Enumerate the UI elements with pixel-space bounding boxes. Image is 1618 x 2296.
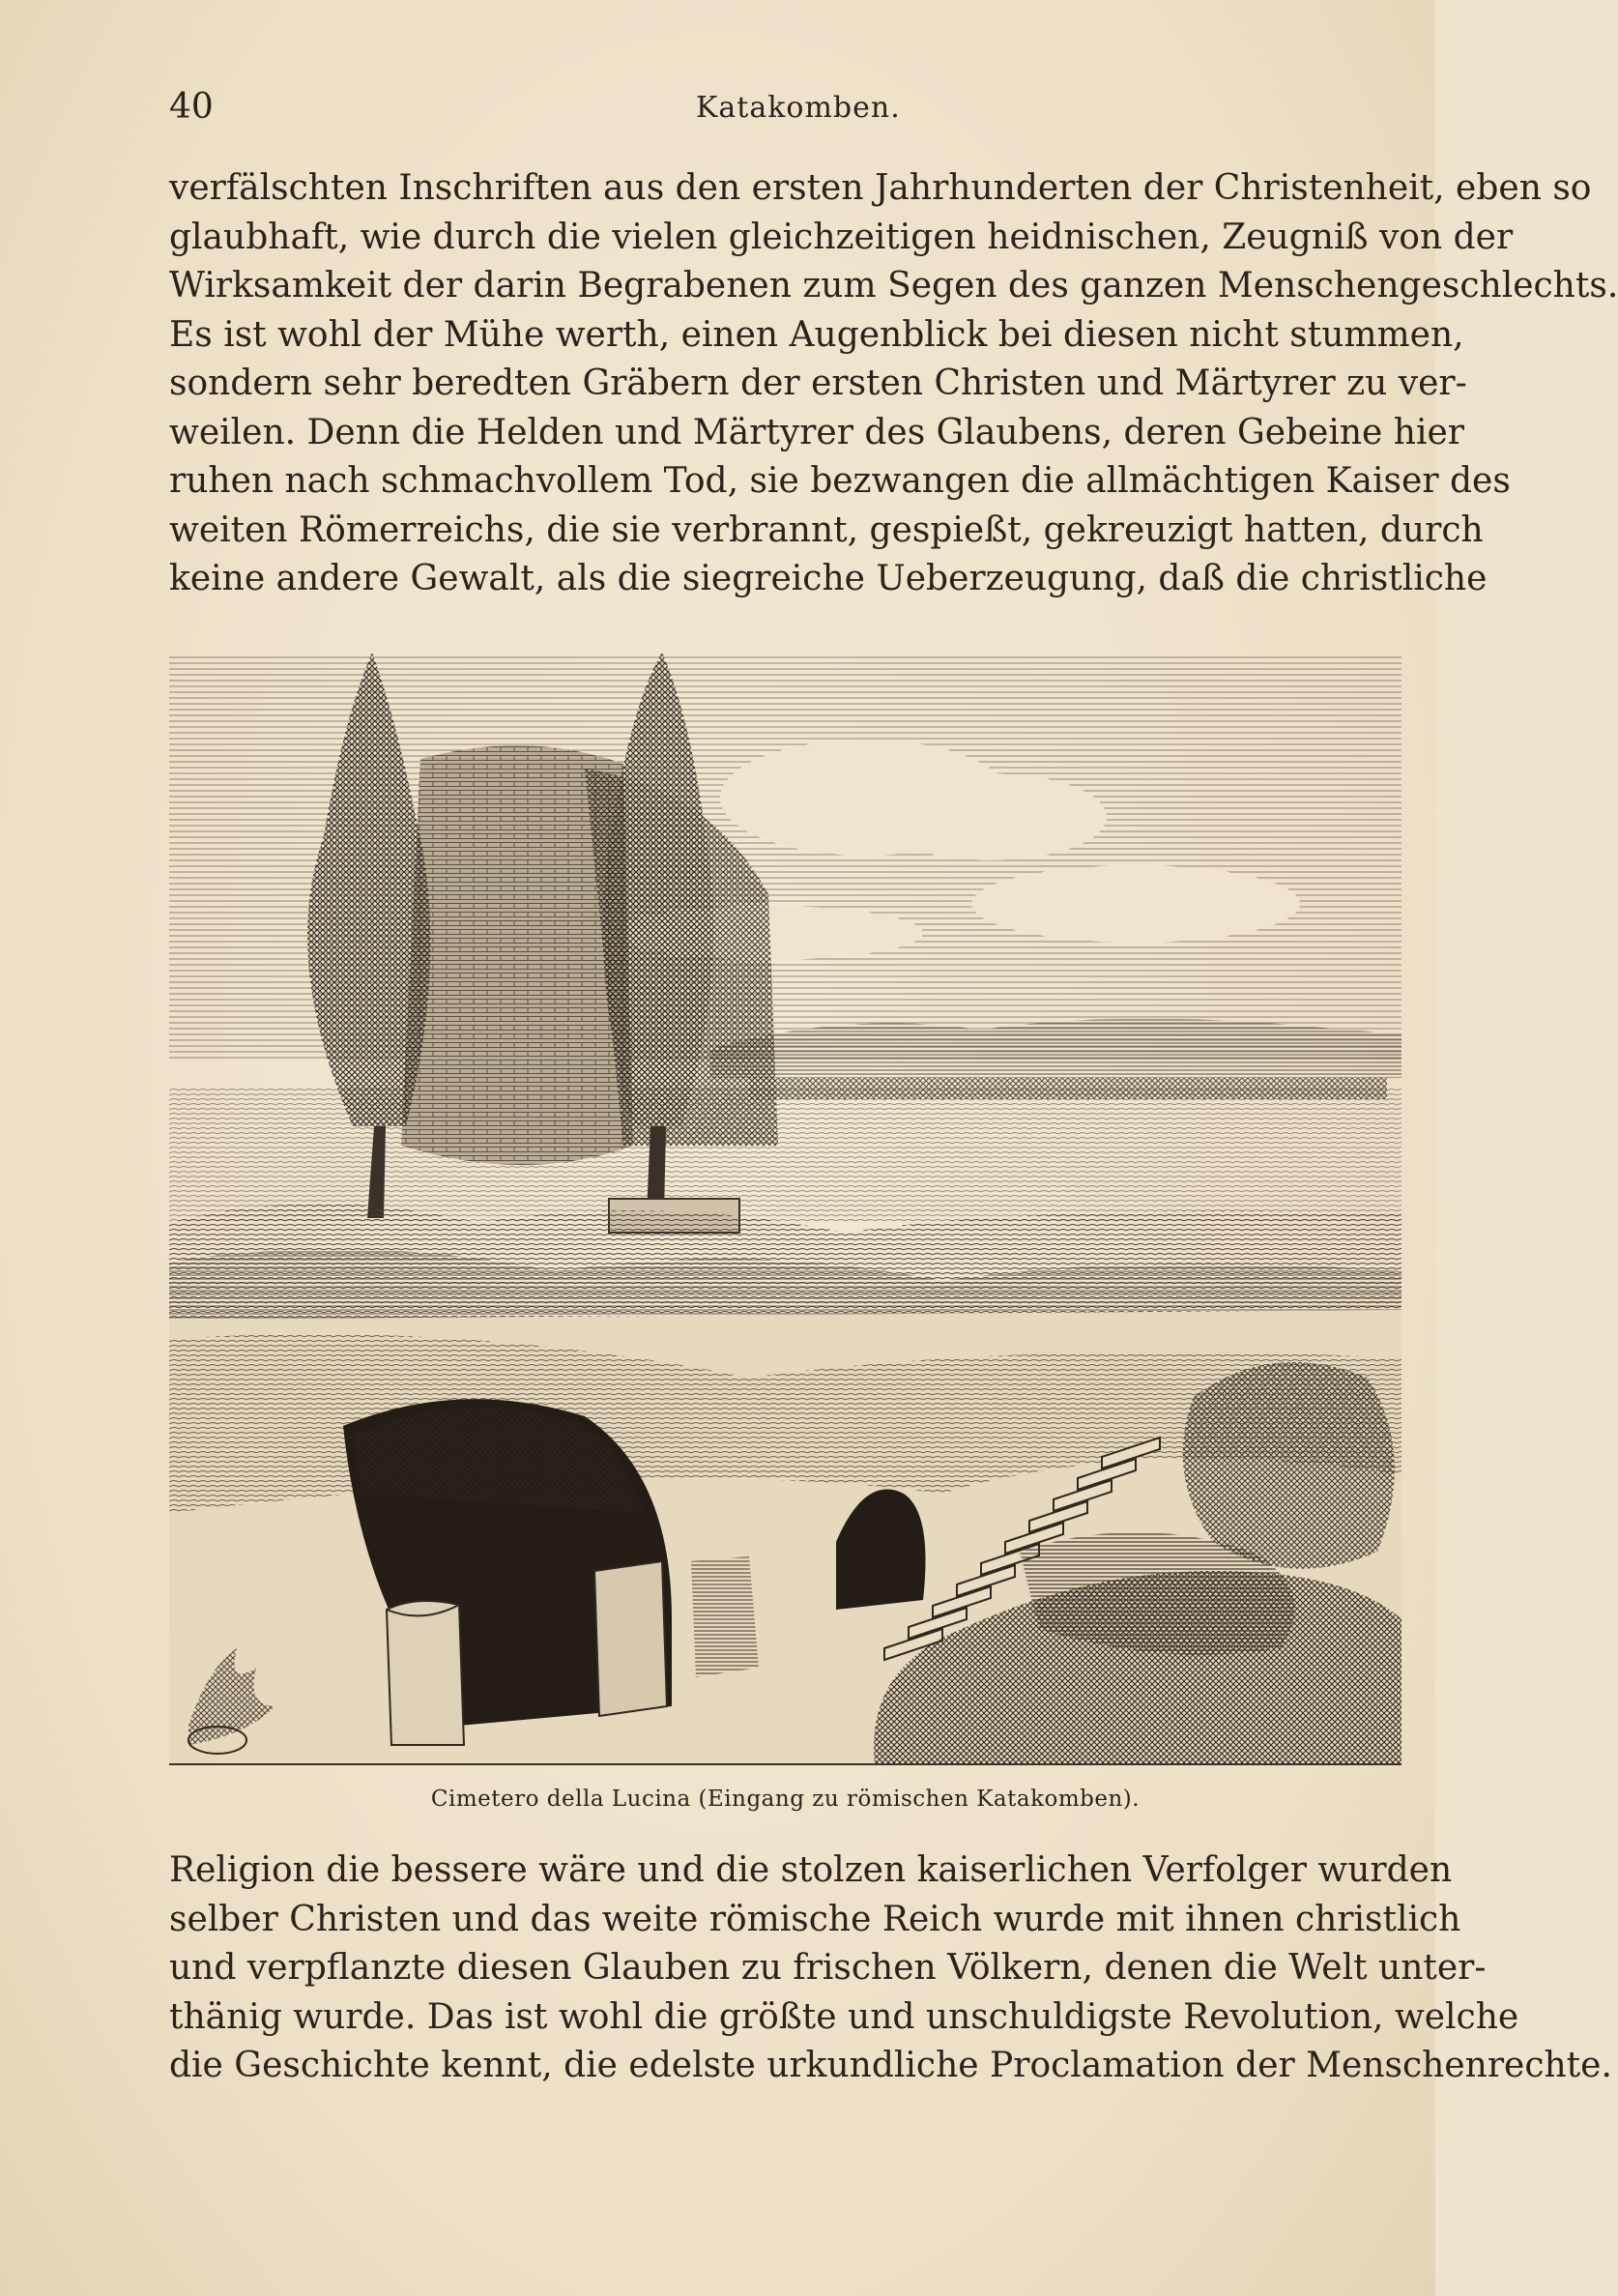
text-line: selber Christen und das weite römische Reich wurde mit ihnen christlich bbox=[169, 1899, 1461, 1939]
text-line: verfälschten Inschriften aus den ersten Jahrhunderten der Christenheit, eben so bbox=[169, 168, 1592, 208]
text-line: und verpflanzte diesen Glauben zu frischen Völkern, denen die Welt unter- bbox=[169, 1948, 1487, 1988]
body-text-bottom bbox=[169, 1846, 1612, 2091]
text-line: Wirksamkeit der darin Begrabenen zum Segen des ganzen Menschengeschlechts. bbox=[169, 266, 1618, 305]
text-line: glaubhaft, wie durch die vielen gleichzeitigen heidnischen, Zeugniß von der bbox=[169, 217, 1514, 257]
body-text-top bbox=[169, 164, 1618, 604]
figure-caption: Cimetero della Lucina (Eingang zu römischen Katakomben). bbox=[430, 1787, 1141, 1812]
text-line: weiten Römerreichs, die sie verbrannt, gespießt, gekreuzigt hatten, durch bbox=[169, 509, 1484, 550]
text-line: sondern sehr beredten Gräbern der ersten Christen und Märtyrer zu ver- bbox=[169, 363, 1467, 403]
text-line: Es ist wohl der Mühe werth, einen Augenblick bei diesen nicht stummen, bbox=[169, 314, 1464, 355]
catacomb-entrance-icon bbox=[169, 643, 1401, 1774]
text-line: Religion die bessere wäre und die stolzen kaiserlichen Verfolger wurden bbox=[169, 1850, 1453, 1890]
text-line: thänig wurde. Das ist wohl die größte und unschuldigste Revolution, welche bbox=[169, 1996, 1519, 2037]
engraving-illustration bbox=[169, 643, 1401, 1774]
text-line: weilen. Denn die Helden und Märtyrer des Glaubens, deren Gebeine hier bbox=[169, 412, 1465, 452]
page-number: 40 bbox=[169, 87, 214, 127]
text-line: keine andere Gewalt, als die siegreiche Ueberzeugung, daß die christliche bbox=[169, 559, 1488, 598]
text-line: die Geschichte kennt, die edelste urkundliche Proclamation der Menschenrechte. bbox=[169, 2046, 1612, 2085]
text-line: ruhen nach schmachvollem Tod, sie bezwangen die allmächtigen Kaiser des bbox=[169, 461, 1511, 501]
running-head bbox=[169, 87, 1406, 126]
running-title: Katakomben. bbox=[696, 91, 901, 125]
